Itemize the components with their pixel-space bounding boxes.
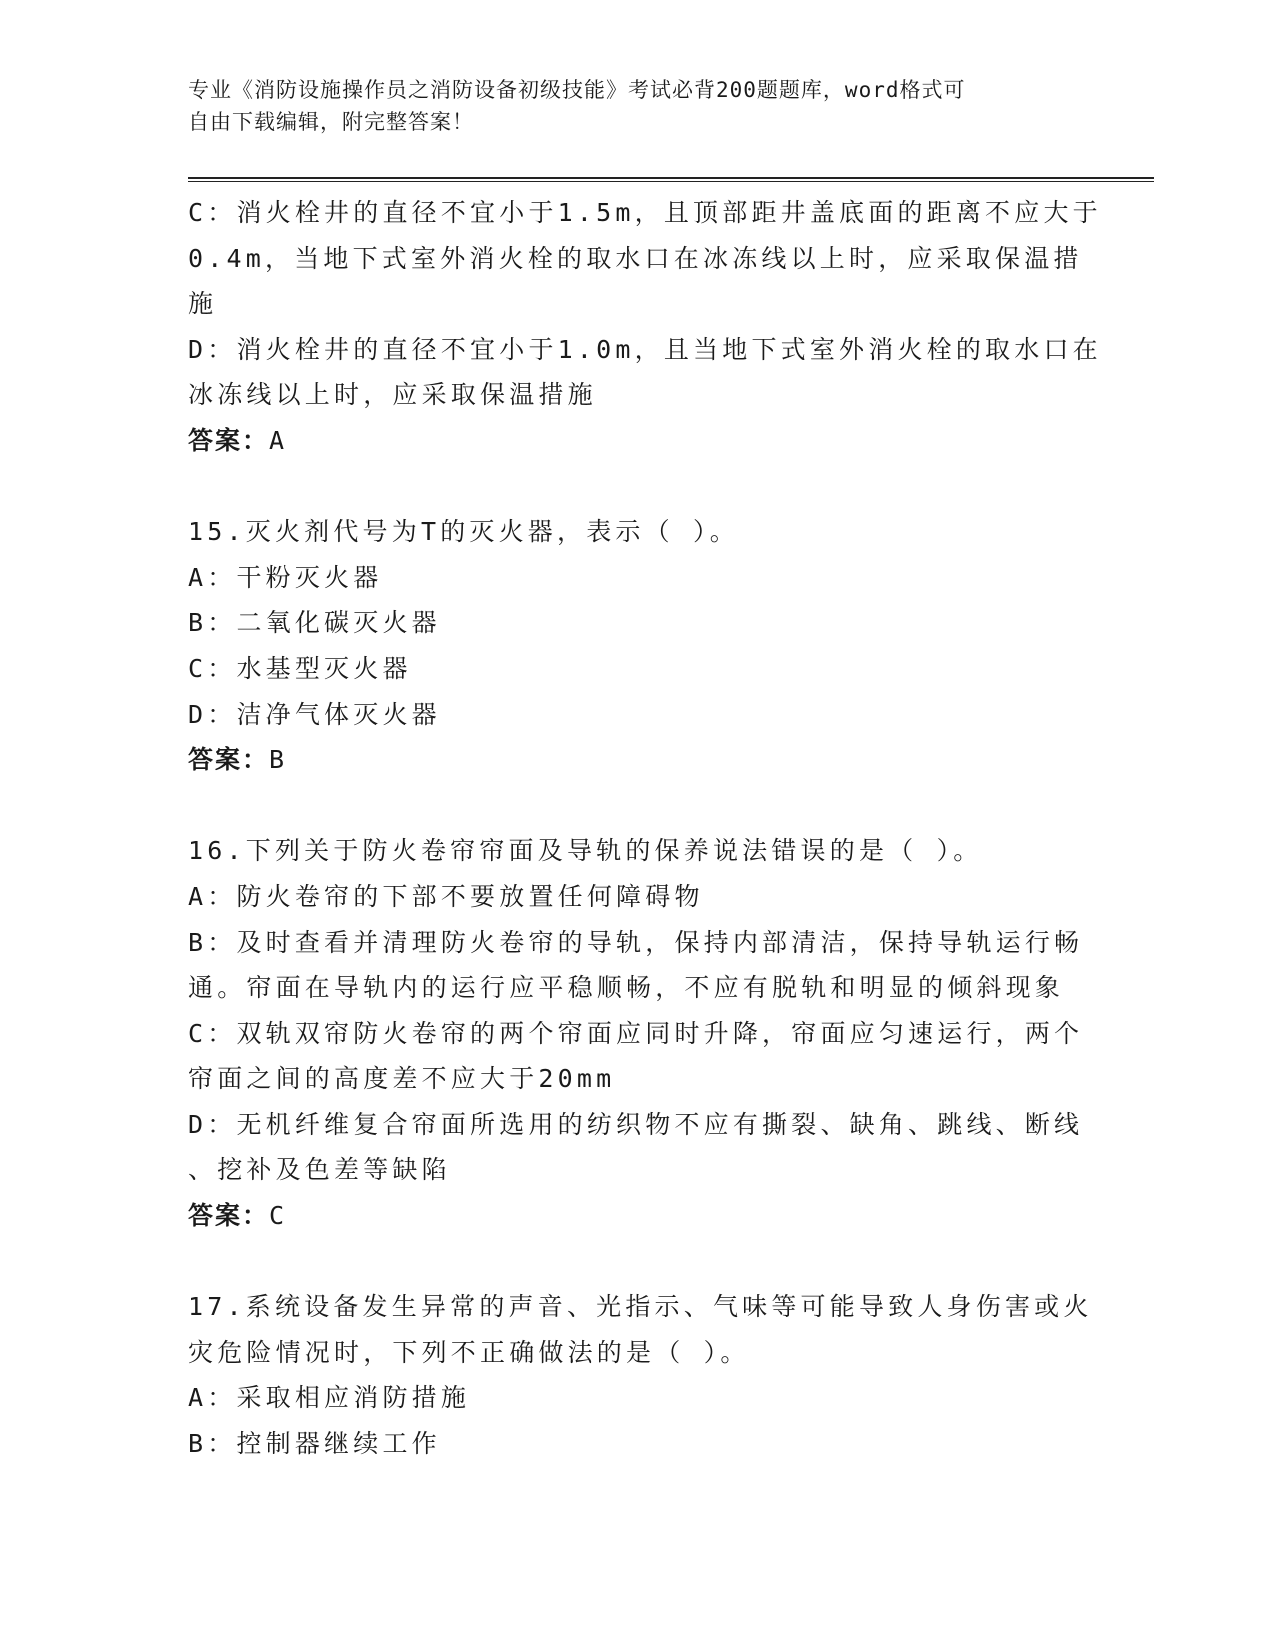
q14-option-c-line-3: 施: [188, 289, 218, 319]
spacer: [188, 783, 1088, 829]
q17-option-a: A：采取相应消防措施: [188, 1383, 471, 1413]
question-15: [188, 509, 1088, 783]
q16-answer-value: C: [269, 1201, 287, 1231]
q15-answer: [188, 737, 1088, 783]
q14-answer-value: A: [269, 425, 287, 455]
header-line-1: 专业《消防设施操作员之消防设备初级技能》考试必背200题题库，word格式可: [188, 78, 966, 102]
q16-answer: [188, 1193, 1088, 1239]
q15-option-c: C：水基型灭火器: [188, 653, 412, 683]
q16-option-a: A：防火卷帘的下部不要放置任何障碍物: [188, 881, 704, 911]
q15-option-a: A：干粉灭火器: [188, 562, 383, 592]
q16-option-d-line-1: D：无机纤维复合帘面所选用的纺织物不应有撕裂、缺角、跳线、断线: [188, 1109, 1084, 1139]
q14-option-d-line-2: 冰冻线以上时，应采取保温措施: [188, 380, 597, 410]
q16-question: 16.下列关于防火卷帘帘面及导轨的保养说法错误的是（ ）。: [188, 836, 983, 866]
q16-option-c-line-1: C：双轨双帘防火卷帘的两个帘面应同时升降，帘面应匀速运行，两个: [188, 1018, 1084, 1048]
q16-option-b-line-1: B：及时查看并清理防火卷帘的导轨，保持内部清洁，保持导轨运行畅: [188, 927, 1084, 957]
header-line-2: 自由下载编辑，附完整答案！: [188, 110, 474, 134]
q15-answer-value: B: [269, 745, 287, 775]
spacer: [188, 1239, 1088, 1285]
header-divider: [188, 177, 1154, 182]
q14-option-d-line-1: D：消火栓井的直径不宜小于1.0m，且当地下式室外消火栓的取水口在: [188, 334, 1102, 364]
question-16: [188, 828, 1088, 1238]
q14-answer: [188, 418, 1088, 464]
page-header: [188, 74, 1088, 138]
q15-question: 15.灭火剂代号为T的灭火器，表示（ ）。: [188, 517, 739, 547]
q17-question-line-1: 17.系统设备发生异常的声音、光指示、气味等可能导致人身伤害或火: [188, 1292, 1093, 1322]
q17-option-b: B：控制器继续工作: [188, 1429, 441, 1459]
document-body: [188, 190, 1102, 1467]
question-14-tail: [188, 190, 1102, 464]
q15-option-d: D：洁净气体灭火器: [188, 699, 441, 729]
q15-option-b: B：二氧化碳灭火器: [188, 608, 441, 638]
q16-option-b-line-2: 通。帘面在导轨内的运行应平稳顺畅，不应有脱轨和明显的倾斜现象: [188, 973, 1065, 1003]
q16-option-c-line-2: 帘面之间的高度差不应大于20mm: [188, 1064, 616, 1094]
spacer: [188, 464, 1088, 510]
q17-question-line-2: 灾危险情况时，下列不正确做法的是（ ）。: [188, 1337, 750, 1367]
q15-answer-label: 答案：: [188, 745, 270, 775]
question-17: [188, 1284, 1093, 1466]
q16-option-d-line-2: 、挖补及色差等缺陷: [188, 1155, 451, 1185]
q16-answer-label: 答案：: [188, 1201, 270, 1231]
q14-answer-label: 答案：: [188, 425, 270, 455]
q14-option-c-line-1: C：消火栓井的直径不宜小于1.5m，且顶部距井盖底面的距离不应大于: [188, 198, 1102, 227]
q14-option-c-line-2: 0.4m，当地下式室外消火栓的取水口在冰冻线以上时，应采取保温措: [188, 243, 1083, 273]
